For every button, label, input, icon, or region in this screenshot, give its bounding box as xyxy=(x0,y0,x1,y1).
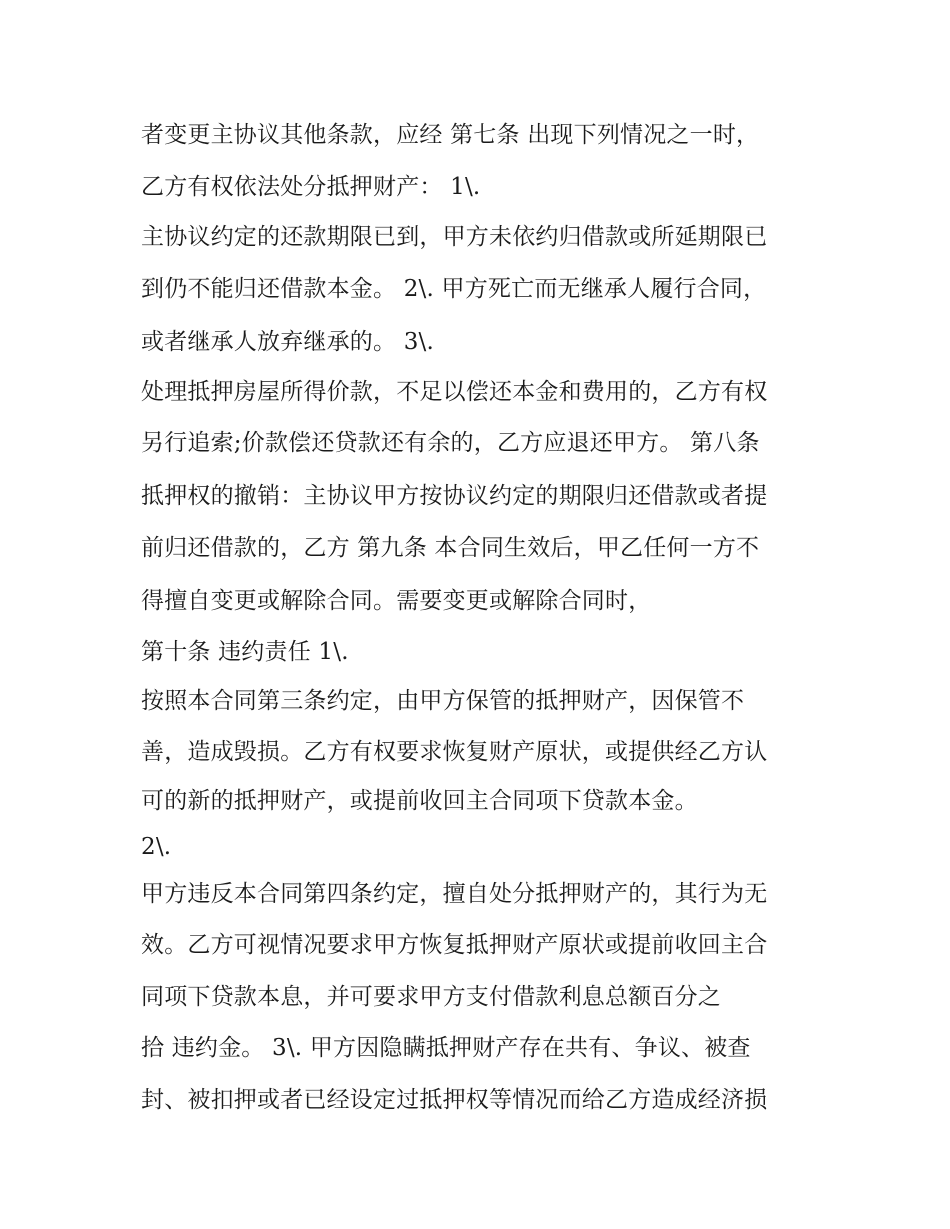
text-line: 乙方有权依法处分抵押财产： 1\. xyxy=(141,174,481,200)
text-line: 2\. xyxy=(141,834,172,860)
text-line: 按照本合同第三条约定，由甲方保管的抵押财产，因保管不 xyxy=(141,688,745,714)
text-line: 前归还借款的，乙方 第九条 本合同生效后，甲乙任何一方不 xyxy=(141,535,760,561)
text-line: 效。乙方可视情况要求甲方恢复抵押财产原状或提前收回主合 xyxy=(141,932,768,958)
document-body xyxy=(141,109,821,1126)
text-line: 甲方违反本合同第四条约定，擅自处分抵押财产的，其行为无 xyxy=(141,881,768,907)
text-line: 另行追索;价款偿还贷款还有余的，乙方应退还甲方。 第八条 xyxy=(141,430,760,456)
text-line: 抵押权的撤销：主协议甲方按协议约定的期限归还借款或者提 xyxy=(141,483,768,509)
text-line: 主协议约定的还款期限已到，甲方未依约归借款或所延期限已 xyxy=(141,224,768,250)
text-line: 可的新的抵押财产，或提前收回主合同项下贷款本金。 xyxy=(141,788,698,814)
text-line: 拾 违约金。 3\. 甲方因隐瞒抵押财产存在共有、争议、被查 xyxy=(141,1035,751,1061)
text-line: 封、被扣押或者已经设定过抵押权等情况而给乙方造成经济损 xyxy=(141,1087,768,1113)
text-line: 第十条 违约责任 1\. xyxy=(141,639,349,665)
text-line: 得擅自变更或解除合同。需要变更或解除合同时， xyxy=(141,588,652,614)
text-line: 到仍不能归还借款本金。 2\. 甲方死亡而无继承人履行合同， xyxy=(141,276,767,302)
text-line: 善，造成毁损。乙方有权要求恢复财产原状，或提供经乙方认 xyxy=(141,739,768,765)
text-line: 者变更主协议其他条款，应经 第七条 出现下列情况之一时， xyxy=(141,122,760,148)
text-line: 或者继承人放弃继承的。 3\. xyxy=(141,329,435,355)
text-line: 处理抵押房屋所得价款，不足以偿还本金和费用的，乙方有权 xyxy=(141,379,768,405)
text-line: 同项下贷款本息，并可要求甲方支付借款利息总额百分之 xyxy=(141,984,721,1010)
